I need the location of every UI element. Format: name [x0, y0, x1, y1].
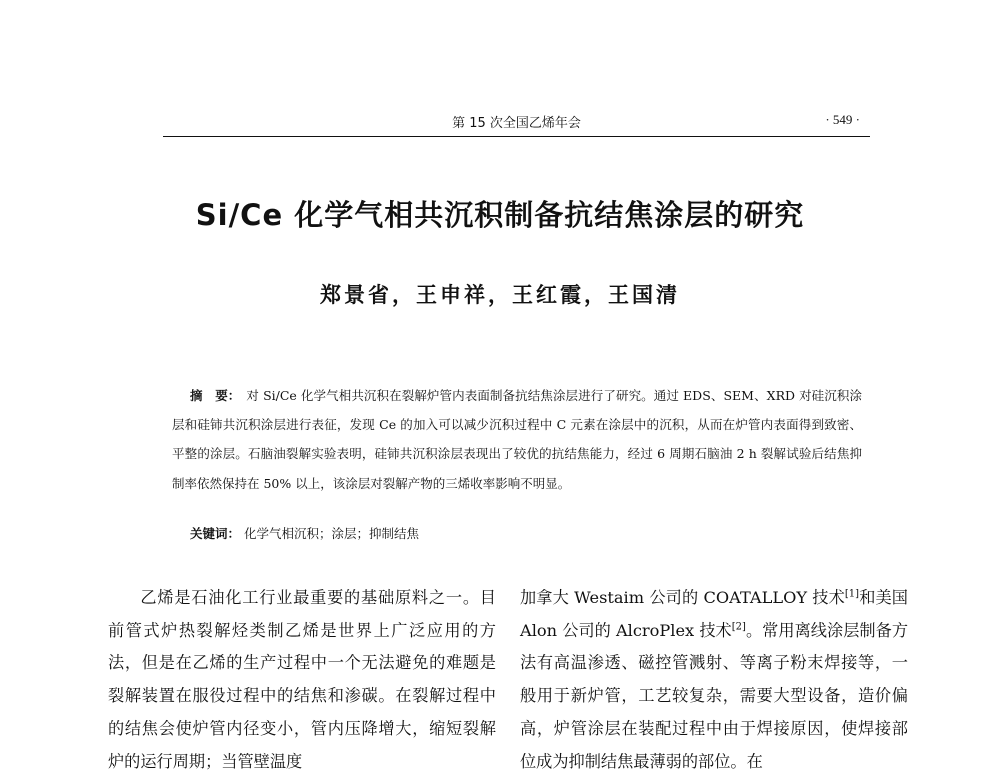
header-rule — [163, 136, 870, 137]
abstract — [172, 381, 862, 498]
keywords-text: 化学气相沉积；涂层；抑制结焦 — [244, 526, 420, 541]
keywords-label: 关键词： — [190, 526, 241, 541]
abstract-label: 摘 要： — [190, 388, 241, 403]
body-column-right — [520, 582, 909, 771]
author-list: 郑景省，王申祥，王红霞，王国清 — [320, 282, 680, 307]
body-text: 和美国 Alon 公司的 AlcroPlex 技术 — [520, 588, 908, 640]
citation-ref: [2] — [731, 621, 746, 633]
page-number: · 549 · — [825, 112, 860, 127]
body-text: 加拿大 Westaim 公司的 COATALLOY 技术 — [520, 588, 845, 607]
citation-ref: [1] — [844, 588, 860, 600]
running-head — [163, 112, 870, 134]
paper-title: Si/Ce 化学气相共沉积制备抗结焦涂层的研究 — [195, 198, 805, 232]
abstract-text: 对 Si/Ce 化学气相共沉积在裂解炉管内表面制备抗结焦涂层进行了研究。通过 EDS、SEM、XRD 对硅沉积涂层和硅铈共沉积涂层进行表征，发现 Ce 的加入可以减少沉积过程中 C 元素在涂层中的沉积，从而在炉管内表面得到致密、平整的涂层。石脑油裂解实验表明，硅铈共沉积涂层表现出了较优的抗结焦能力，经过 6 周期石脑油 2 h 裂解试验后结焦抑制率依然保持在 50% 以上，该涂层对裂解产物的三烯收率影响不明显。 — [172, 388, 862, 491]
conference-name: 第 15 次全国乙烯年会 — [452, 116, 581, 131]
body-text: 。常用离线涂层制备方法有高温渗透、磁控管溅射、等离子粉末焊接等，一般用于新炉管，工艺较复杂，需要大型设备，造价偏高，炉管涂层在装配过程中由于焊接原因，使焊接部位成为抑制结焦最薄弱的部位。在 — [520, 620, 909, 771]
keywords — [190, 524, 419, 542]
body-column-left: 乙烯是石油化工行业最重要的基础原料之一。目前管式炉热裂解烃类制乙烯是世界上广泛应用的方法，但是在乙烯的生产过程中一个无法避免的难题是裂解装置在服役过程中的结焦和渗碳。在裂解过程中的结焦会使炉管内径变小，管内压降增大，缩短裂解炉的运行周期；当管壁温度 — [108, 588, 496, 771]
